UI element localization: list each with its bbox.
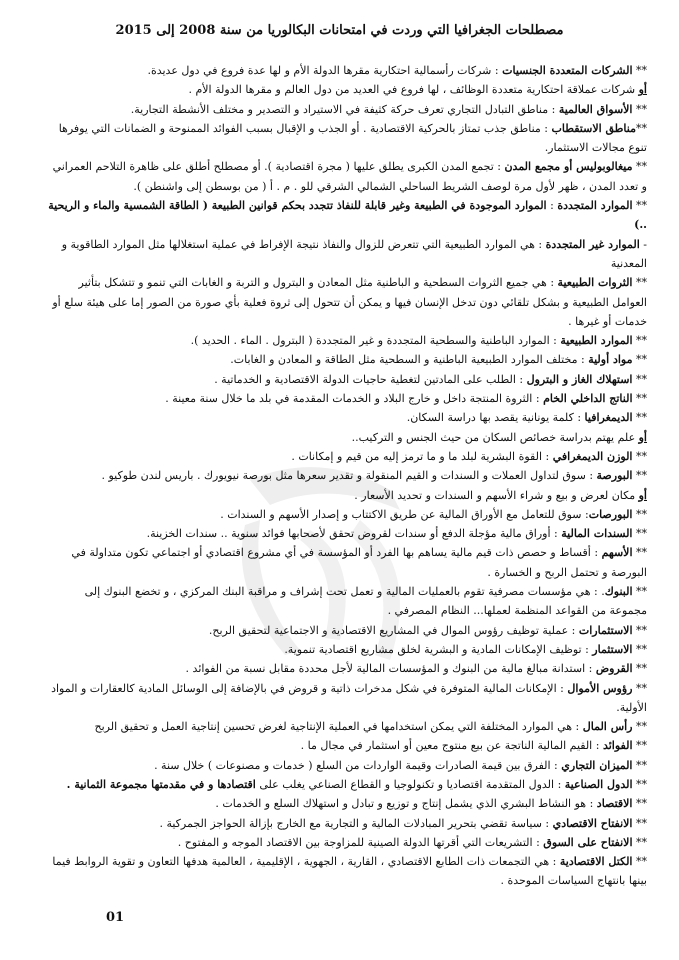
entry-separator: : [548,102,559,116]
entry-definition: الطلب على المادتين لتغطية حاجيات الدولة الاقتصادية و الخدماتية . [214,372,516,386]
entry-definition: مناطق التبادل التجاري تعرف حركة كثيفة في الاستيراد و التصدير و مختلف الأنشطة التجارية. [130,102,549,116]
glossary-entry [48,389,647,408]
entry-definition: شركات رأسمالية احتكارية مقرها الدولة الأم و لها عدة فروع في دول عديدة. [147,64,492,77]
entry-term: الميزان التجاري [561,758,633,772]
entry-marker: ** [632,681,647,695]
entry-marker: ** [632,662,647,676]
entry-definition: سياسة تقضي بتحرير المبادلات المالية و التجارية مع الخارج بإزالة الحواجز الجمركية . [159,816,542,830]
entry-separator: : [585,469,597,483]
glossary-entry [48,196,647,235]
entry-separator: : [592,739,603,753]
entry-separator: : [556,681,568,695]
entry-marker: ** [632,469,647,483]
entry-definition: أوراق مالية مؤجلة الدفع أو سندات لقروض تحقق لأصحابها فوائد سنوية .. سندات الخزينة. [146,527,551,541]
entry-alternative-marker: أو [638,430,647,444]
entry-marker: ** [632,855,647,869]
glossary-entry [48,833,647,852]
entry-marker: ** [632,797,647,811]
entry-definition: هي التجمعات ذات الطابع الاقتصادي ، القارية ، الجهوية ، الإقليمية ، العالمية هدفها التعاون و تقوية الروابط فيما بينها بانتهاج السياسات الموحدة . [52,855,647,888]
entry-term: الموارد غير المتجددة [545,237,640,251]
entry-separator: : [493,160,505,174]
entry-definition: هي الموارد المختلفة التي يمكن استخدامها في العملية الإنتاجية لغرض تحسين إنتاجية العمل و تحقيق الربح [94,720,573,734]
entry-definition: أقساط و حصص ذات قيم مالية يساهم بها الفرد أو المؤسسة في أي مشروع اقتصادي أو اجتماعي تكون متداولة في البورصة و تحتمل الربح و الخسارة . [71,546,647,579]
entry-definition: استدانة مبالغ مالية من البنوك و المؤسسات المالية لأجل محددة مقابل نسبة من الفوائد . [185,662,586,676]
entry-marker: - [639,237,647,251]
entry-marker: ** [632,449,647,463]
entry-marker: ** [632,720,647,734]
entry-term: الكتل الاقتصادية [559,855,633,869]
entry-separator: : [542,449,553,463]
entry-separator: : [540,121,552,135]
entry-marker: ** [632,739,647,753]
entry-definition: مختلف الموارد الطبيعية الباطنية و السطحية مثل الطاقة و المعادن و الغابات. [230,353,578,367]
glossary-entry [48,621,647,640]
entry-definition: تجمع المدن الكبرى يطلق عليها ( مجرة اقتصادية ). أو مصطلح أطلق على ظاهرة التلاحم العمراني و تعدد المدن ، ظهر لأول مرة لوصف الشريط الساحلي الشمالي الشرقي للو . م . أ ( من بوسطن إلى واشنطن ). [52,160,647,193]
glossary-entry [48,505,647,524]
glossary-entry [48,794,647,813]
entry-term: الموارد الطبيعية [560,334,633,348]
entry-marker: ** [632,816,647,830]
entry-marker: ** [636,121,647,135]
entry-definition-bold: اقتصادها و في مقدمتها مجموعة الثمانية . [66,777,256,791]
glossary-entry [48,466,647,505]
entry-alternative-marker: أو [638,83,647,97]
entry-alternative-definition: شركات عملاقة احتكارية متعددة الوظائف ، لها فروع في العديد من دول العالم و مقرها الدولة الأم . [188,83,639,97]
entry-term: البورصة [596,469,633,483]
entry-term: مناطق الاستقطاب [551,121,636,135]
entry-definition: كلمة يونانية يقصد بها دراسة السكان. [406,411,574,425]
entry-separator: : [546,199,558,213]
glossary-entry [48,61,647,100]
glossary-entry [48,157,647,196]
entry-separator: : [491,64,503,77]
entry-definition-bold: الموارد الموجودة في الطبيعة وغير قابلة للنفاذ تتجدد بحكم قوانين الطبيعة ( الطاقة الشمسية والماء و الريحية ..) [48,199,647,232]
entry-separator: : [581,507,589,521]
entry-term: الأسهم [601,546,633,560]
entry-term: رأس المال [582,720,633,734]
entry-separator: : [532,392,544,406]
entry-marker: ** [632,372,647,386]
glossary-entry [48,852,647,891]
entry-separator: : [550,758,562,772]
glossary-entry [48,679,647,718]
glossary-entry [48,543,647,582]
glossary-entry [48,775,647,794]
entry-separator: : [581,642,593,656]
entry-marker: ** [632,64,647,77]
entry-separator: : [534,237,546,251]
entry-term: الدول الصناعية [564,777,633,791]
entry-alternative-definition: مكان لعرض و بيع و شراء الأسهم و السندات و تحديد الأسعار . [354,488,639,502]
entry-term: رؤوس الأموال [567,681,633,695]
entry-separator: : [577,353,589,367]
entry-term: الانفتاح على السوق [543,835,633,849]
glossary-entry [48,659,647,678]
entry-term: الثروات الطبيعية [557,276,633,290]
entry-definition: القوة البشرية لبلد ما و ما ترمز إليه من قيم و إمكانات . [291,449,543,463]
entry-separator: : [515,372,527,386]
entry-term: مواد أولية [588,353,633,367]
entry-marker: ** [632,102,647,116]
glossary-entry [48,447,647,466]
glossary-entry [48,273,647,331]
entry-separator: : [549,334,561,348]
entry-term: القروض [595,662,633,676]
entry-definition: الثروة المنتجة داخل و خارج البلاد و الخدمات المقدمة في بلد ما خلال سنة معينة . [165,392,533,406]
glossary-entry [48,408,647,447]
entry-definition: التشريعات التي أقرتها الدولة الصينية للمزاوجة بين الاقتصاد الموجه و المفتوح . [177,835,533,849]
entry-marker: ** [632,758,647,772]
entry-marker: ** [632,392,647,406]
glossary-entry [48,640,647,659]
entry-term: ميغالوبوليس أو مجمع المدن [504,160,633,174]
entry-definition: هي الموارد الطبيعية التي تتعرض للزوال والنفاذ نتيجة الإفراط في عملية استغلالها مثل الموارد الطاقوية و المعدنية [61,237,647,270]
page-title: مصطلحات الجغرافيا التي وردت في امتحانات البكالوريا من سنة 2008 إلى 2015 [115,23,564,38]
entry-marker: ** [632,199,647,213]
entry-term: الاقتصاد [596,797,633,811]
glossary-entry [48,582,647,621]
entry-term: الديمغرافيا [584,411,633,425]
entry-separator: : [586,797,597,811]
entry-alternative-definition: علم يهتم بدراسة خصائص السكان من حيث الجنس و التركيب.. [351,430,639,444]
entry-term: الاستثمارات [578,623,633,637]
entry-term: الموارد المتجددة [557,199,633,213]
entry-separator: : [585,662,596,676]
entry-definition: القيم المالية الناتجة عن بيع منتوج معين أو استثمار في مجال ما . [300,739,593,753]
entry-term: البنوك [604,585,633,599]
entry-marker: ** [632,623,647,637]
entry-definition: سوق لتداول العملات و السندات و القيم المنقولة و تقدير سعرها مثل بورصة نيويورك . باريس لندن طوكيو . [101,469,586,483]
entry-term: الشركات المتعددة الجنسيات [502,64,633,77]
entry-marker: ** [632,334,647,348]
glossary-entry [48,524,647,543]
entry-definition: توظيف الإمكانات المادية و البشرية لخلق مشاريع اقتصادية تنموية. [284,642,582,656]
glossary-entry [48,350,647,369]
entry-marker: ** [632,411,647,425]
entry-marker: ** [632,835,647,849]
entry-separator: : [532,835,544,849]
entry-separator: : [590,546,602,560]
entry-separator: : [546,276,558,290]
entry-marker: ** [632,642,647,656]
entry-marker: ** [632,276,647,290]
entry-separator: : [541,816,553,830]
entry-alternative-marker: أو [638,488,647,502]
entry-marker: ** [632,777,647,791]
entry-marker: ** [632,160,647,174]
entry-term: الانفتاح الاقتصادي [552,816,633,830]
entry-definition: هو النشاط البشري الذي يشمل إنتاج و توزيع و تبادل و استهلاك السلع و الخدمات . [215,797,587,811]
entry-term: الناتج الداخلي الخام [543,392,633,406]
entry-marker: ** [632,507,647,521]
glossary-entry [48,814,647,833]
entry-separator: : [572,720,583,734]
entry-definition: سوق للتعامل مع الأوراق المالية عن طريق الاكتتاب و إصدار الأسهم و السندات . [220,507,582,521]
glossary-entry [48,235,647,274]
glossary-entry [48,119,647,158]
entry-term: السندات المالية [561,527,633,541]
entry-separator: : [550,527,562,541]
entry-definition: مناطق جذب تمتاز بالحركية الاقتصادية . أو الجذب و الإقبال بسبب الفوائد الممنوحة و الضمانات التي يوفرها تنوع مجالات الاستثمار. [58,121,647,155]
entry-definition: الإمكانات المالية المتوفرة في شكل مدخرات ذاتية و قروض في بالإضافة إلى الوسائل المادية كالعقارات و المواد الأولية. [51,681,647,714]
entry-term: الأسواق العالمية [558,102,633,116]
entry-term: البورصات [588,507,633,521]
entry-separator: : [554,777,565,791]
entry-term: الوزن الديمغرافي [552,449,633,463]
entry-term: الاستثمار [592,642,633,656]
entry-separator: : [573,411,585,425]
glossary-entry [48,756,647,775]
entry-term: الفوائد [602,739,633,753]
entry-separator: : [568,623,579,637]
entry-term: استهلاك الغاز و البترول [526,372,633,386]
entry-marker: ** [632,546,647,560]
entry-definition: هي مؤسسات مصرفية تقوم بالعمليات المالية و تعمل تحت إشراف و مراقبة البنك المركزي ، و تخضع البنوك إلى مجموعة من القواعد المنظمة لعملها... النظام المصرفي . [84,585,647,618]
entry-separator: : [549,855,560,869]
glossary-entry [48,331,647,350]
entry-definition: الموارد الباطنية والسطحية المتجددة و غير المتجددة ( البترول . الماء . الحديد ). [190,334,550,348]
page-number: 01 [106,910,125,925]
entry-marker: ** [632,585,647,599]
entry-definition: عملية توظيف رؤوس الموال في المشاريع الاقتصادية و الاجتماعية لتحقيق الربح. [208,623,569,637]
glossary-entry [48,736,647,755]
glossary-list [48,61,647,891]
glossary-entry [48,717,647,736]
entry-definition: الفرق بين قيمة الصادرات وقيمة الواردات من السلع ( خدمات و مصنوعات ) خلال سنة . [154,758,551,772]
entry-marker: ** [632,353,647,367]
entry-definition: الدول المتقدمة اقتصاديا و تكنولوجيا و القطاع الصناعي يغلب على [255,777,555,791]
entry-separator: . : [590,585,605,599]
glossary-entry [48,370,647,389]
entry-marker: ** [632,527,647,541]
glossary-entry [48,100,647,119]
entry-definition: هي جميع الثروات السطحية و الباطنية مثل المعادن و البترول و التربة و الغابات التي تنمو و تتشكل بتأثير العوامل الطبيعية و بشكل تلقائي دون تدخل الإنسان فيها و يمكن أن تتحول إلى ثروة فعلية بأي صورة من الصور إما على هيئة سلع أو خدمات أو غيرها . [52,276,647,328]
